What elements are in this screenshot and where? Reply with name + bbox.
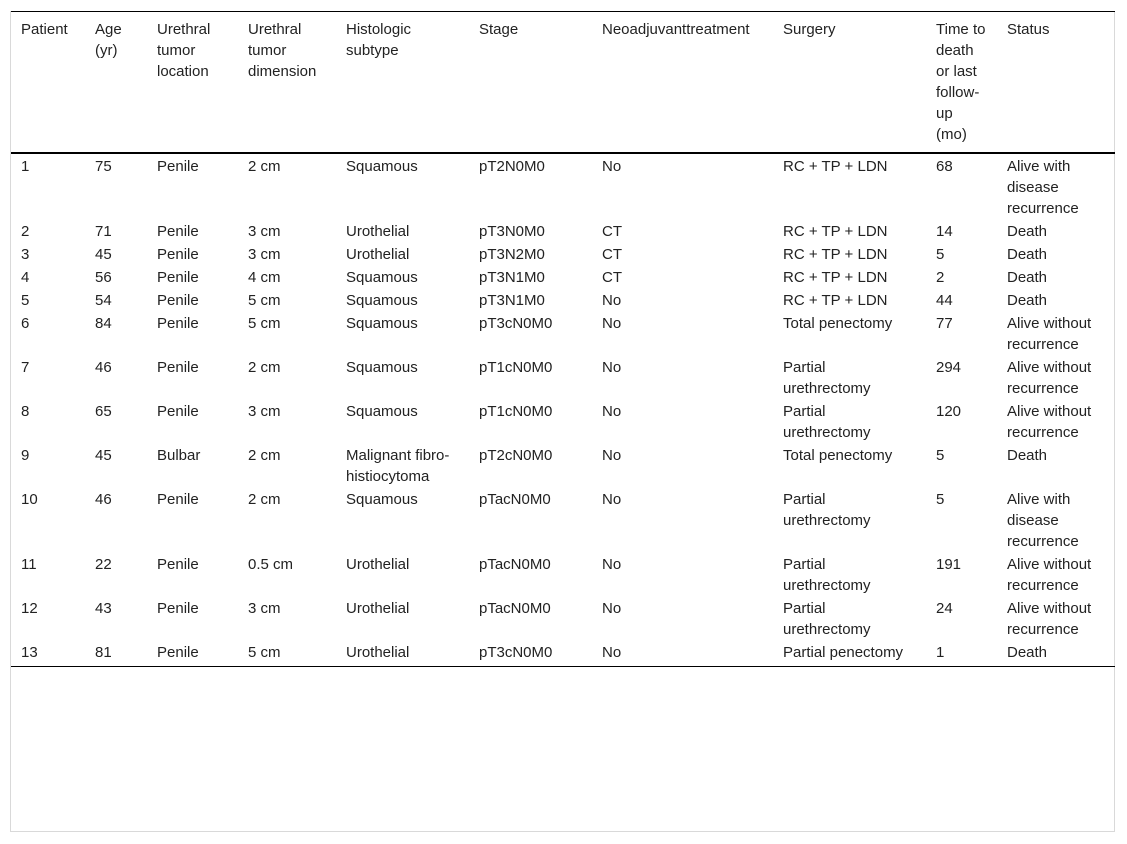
cell-patient: 3 xyxy=(21,246,30,263)
cell-patient: 10 xyxy=(21,491,38,508)
cell-tumor-location: Penile xyxy=(157,292,199,309)
table-row xyxy=(11,220,1115,243)
cell-neoadjuvant-treatment: CT xyxy=(602,223,622,240)
cell-stage: pT3cN0M0 xyxy=(469,641,592,667)
header-time-to-death: Time to death or last follow-up (mo) xyxy=(926,12,997,154)
cell-status: Alive without recurrence xyxy=(1007,403,1092,441)
cell-surgery: Partial urethrectomy xyxy=(783,491,871,529)
cell-neoadjuvant-treatment: No xyxy=(602,315,622,332)
table-row xyxy=(11,597,1115,641)
cell-patient: 11 xyxy=(21,556,37,573)
cell-age: 45 xyxy=(95,447,112,464)
cell-time-to-death: 120 xyxy=(936,403,962,420)
cell-tumor-location: Penile xyxy=(157,158,199,175)
header-tumor-location: Urethral tumor location xyxy=(147,12,238,154)
cell-stage: pT1cN0M0 xyxy=(479,359,553,376)
cell-surgery: Total penectomy xyxy=(783,315,893,332)
cell-stage: pT2cN0M0 xyxy=(479,447,553,464)
cell-tumor-dimension: 3 cm xyxy=(248,600,281,617)
cell-time-to-death: 1 xyxy=(926,641,997,667)
cell-histologic-subtype: Squamous xyxy=(346,158,418,175)
cell-time-to-death: 44 xyxy=(936,292,953,309)
cell-tumor-dimension: 2 cm xyxy=(248,447,281,464)
cell-tumor-location: Penile xyxy=(157,223,199,240)
table-row xyxy=(11,641,1115,667)
cell-surgery: Partial urethrectomy xyxy=(783,359,871,397)
table-row xyxy=(11,400,1115,444)
cell-surgery: RC + TP + LDN xyxy=(783,292,888,309)
cell-tumor-dimension: 4 cm xyxy=(248,269,281,286)
cell-histologic-subtype: Urothelial xyxy=(346,246,410,263)
cell-patient: 2 xyxy=(21,223,30,240)
cell-patient: 4 xyxy=(21,269,30,286)
table-row xyxy=(11,553,1115,597)
cell-surgery: Partial urethrectomy xyxy=(783,403,871,441)
patient-table xyxy=(11,11,1115,667)
cell-status: Death xyxy=(997,641,1115,667)
cell-patient: 7 xyxy=(21,359,30,376)
header-age: Age (yr) xyxy=(85,12,147,154)
cell-neoadjuvant-treatment: No xyxy=(602,359,622,376)
cell-time-to-death: 77 xyxy=(936,315,953,332)
cell-age: 81 xyxy=(85,641,147,667)
cell-tumor-location: Penile xyxy=(157,600,199,617)
cell-tumor-dimension: 2 cm xyxy=(248,158,281,175)
cell-tumor-dimension: 3 cm xyxy=(248,246,281,263)
cell-time-to-death: 24 xyxy=(936,600,953,617)
cell-tumor-dimension: 5 cm xyxy=(248,292,281,309)
cell-status: Alive with disease recurrence xyxy=(1007,491,1079,550)
cell-surgery: RC + TP + LDN xyxy=(783,158,888,175)
cell-surgery: Partial urethrectomy xyxy=(783,556,871,594)
table-body xyxy=(11,153,1115,667)
cell-neoadjuvant-treatment: CT xyxy=(602,246,622,263)
cell-neoadjuvant-treatment: No xyxy=(602,292,622,309)
cell-time-to-death: 5 xyxy=(936,491,945,508)
cell-tumor-dimension: 3 cm xyxy=(248,403,281,420)
cell-histologic-subtype: Urothelial xyxy=(336,641,469,667)
cell-stage: pT3N2M0 xyxy=(479,246,545,263)
cell-age: 54 xyxy=(95,292,112,309)
cell-surgery: RC + TP + LDN xyxy=(783,269,888,286)
cell-neoadjuvant-treatment: No xyxy=(602,403,622,420)
cell-tumor-location: Penile xyxy=(157,269,199,286)
cell-age: 46 xyxy=(95,491,112,508)
cell-tumor-location: Penile xyxy=(157,403,199,420)
cell-histologic-subtype: Squamous xyxy=(346,269,418,286)
cell-status: Alive without recurrence xyxy=(1007,556,1092,594)
cell-age: 65 xyxy=(95,403,112,420)
cell-stage: pTacN0M0 xyxy=(479,491,551,508)
cell-tumor-dimension: 5 cm xyxy=(238,641,336,667)
header-histologic-subtype: Histologic subtype xyxy=(336,12,469,154)
cell-neoadjuvant-treatment: No xyxy=(592,641,773,667)
cell-age: 45 xyxy=(95,246,112,263)
cell-patient: 1 xyxy=(21,158,30,175)
cell-status: Alive with disease recurrence xyxy=(1007,158,1079,217)
cell-stage: pT2N0M0 xyxy=(479,158,545,175)
cell-age: 43 xyxy=(95,600,112,617)
cell-age: 71 xyxy=(95,223,112,240)
cell-surgery: RC + TP + LDN xyxy=(783,223,888,240)
cell-histologic-subtype: Squamous xyxy=(346,292,418,309)
cell-status: Death xyxy=(1007,269,1048,286)
cell-tumor-location: Bulbar xyxy=(157,447,201,464)
cell-tumor-location: Penile xyxy=(157,246,199,263)
cell-time-to-death: 5 xyxy=(936,246,945,263)
cell-tumor-location: Penile xyxy=(157,491,199,508)
cell-status: Death xyxy=(1007,223,1048,240)
cell-status: Death xyxy=(1007,246,1048,263)
cell-histologic-subtype: Urothelial xyxy=(346,600,410,617)
cell-status: Death xyxy=(1007,292,1048,309)
cell-tumor-dimension: 5 cm xyxy=(248,315,281,332)
cell-stage: pT3N1M0 xyxy=(479,292,545,309)
table-row xyxy=(11,243,1115,266)
cell-neoadjuvant-treatment: CT xyxy=(602,269,622,286)
cell-status: Alive without recurrence xyxy=(1007,359,1092,397)
cell-histologic-subtype: Squamous xyxy=(346,403,418,420)
table-row xyxy=(11,289,1115,312)
header-stage: Stage xyxy=(469,12,592,154)
cell-neoadjuvant-treatment: No xyxy=(602,600,622,617)
cell-time-to-death: 2 xyxy=(936,269,945,286)
cell-stage: pTacN0M0 xyxy=(479,556,551,573)
cell-histologic-subtype: Squamous xyxy=(346,491,418,508)
cell-tumor-dimension: 2 cm xyxy=(248,359,281,376)
cell-tumor-dimension: 0.5 cm xyxy=(248,556,294,573)
cell-stage: pTacN0M0 xyxy=(479,600,551,617)
cell-patient: 6 xyxy=(21,315,30,332)
cell-stage: pT3N0M0 xyxy=(479,223,545,240)
cell-neoadjuvant-treatment: No xyxy=(602,556,622,573)
cell-status: Death xyxy=(1007,447,1048,464)
cell-surgery: Partial penectomy xyxy=(773,641,926,667)
cell-status: Alive without recurrence xyxy=(1007,315,1092,353)
cell-surgery: Partial urethrectomy xyxy=(783,600,871,638)
cell-stage: pT3cN0M0 xyxy=(479,315,553,332)
cell-histologic-subtype: Urothelial xyxy=(346,223,410,240)
cell-stage: pT1cN0M0 xyxy=(479,403,553,420)
header-neoadjuvant-treatment: Neoadjuvanttreatment xyxy=(592,12,773,154)
header-status: Status xyxy=(997,12,1115,154)
cell-surgery: Total penectomy xyxy=(783,447,893,464)
cell-age: 84 xyxy=(95,315,112,332)
cell-surgery: RC + TP + LDN xyxy=(783,246,888,263)
cell-stage: pT3N1M0 xyxy=(479,269,545,286)
table-row xyxy=(11,356,1115,400)
cell-tumor-dimension: 2 cm xyxy=(248,491,281,508)
cell-age: 56 xyxy=(95,269,112,286)
cell-histologic-subtype: Urothelial xyxy=(346,556,410,573)
cell-age: 46 xyxy=(95,359,112,376)
header-tumor-dimension: Urethral tumor dimension xyxy=(238,12,336,154)
table-row xyxy=(11,266,1115,289)
table-row xyxy=(11,312,1115,356)
table-row xyxy=(11,153,1115,220)
cell-tumor-dimension: 3 cm xyxy=(248,223,281,240)
cell-time-to-death: 191 xyxy=(936,556,962,573)
cell-patient: 5 xyxy=(21,292,30,309)
cell-patient: 8 xyxy=(21,403,30,420)
cell-time-to-death: 294 xyxy=(936,359,962,376)
cell-histologic-subtype: Squamous xyxy=(346,359,418,376)
cell-time-to-death: 14 xyxy=(936,223,953,240)
cell-time-to-death: 68 xyxy=(936,158,953,175)
cell-tumor-location: Penile xyxy=(157,315,199,332)
cell-tumor-location: Penile xyxy=(157,359,199,376)
table-row xyxy=(11,444,1115,488)
cell-time-to-death: 5 xyxy=(936,447,945,464)
cell-status: Alive without recurrence xyxy=(1007,600,1092,638)
cell-histologic-subtype: Malignant fibro-histiocytoma xyxy=(346,447,450,485)
cell-tumor-location: Penile xyxy=(157,556,199,573)
header-patient: Patient xyxy=(11,12,85,154)
table-row xyxy=(11,488,1115,553)
cell-neoadjuvant-treatment: No xyxy=(602,158,622,175)
cell-tumor-location: Penile xyxy=(147,641,238,667)
cell-histologic-subtype: Squamous xyxy=(346,315,418,332)
cell-patient: 13 xyxy=(11,641,85,667)
cell-age: 22 xyxy=(95,556,112,573)
cell-neoadjuvant-treatment: No xyxy=(602,447,622,464)
cell-patient: 9 xyxy=(21,447,30,464)
cell-age: 75 xyxy=(95,158,112,175)
cell-patient: 12 xyxy=(21,600,38,617)
cell-neoadjuvant-treatment: No xyxy=(602,491,622,508)
header-row xyxy=(11,12,1115,154)
header-surgery: Surgery xyxy=(773,12,926,154)
